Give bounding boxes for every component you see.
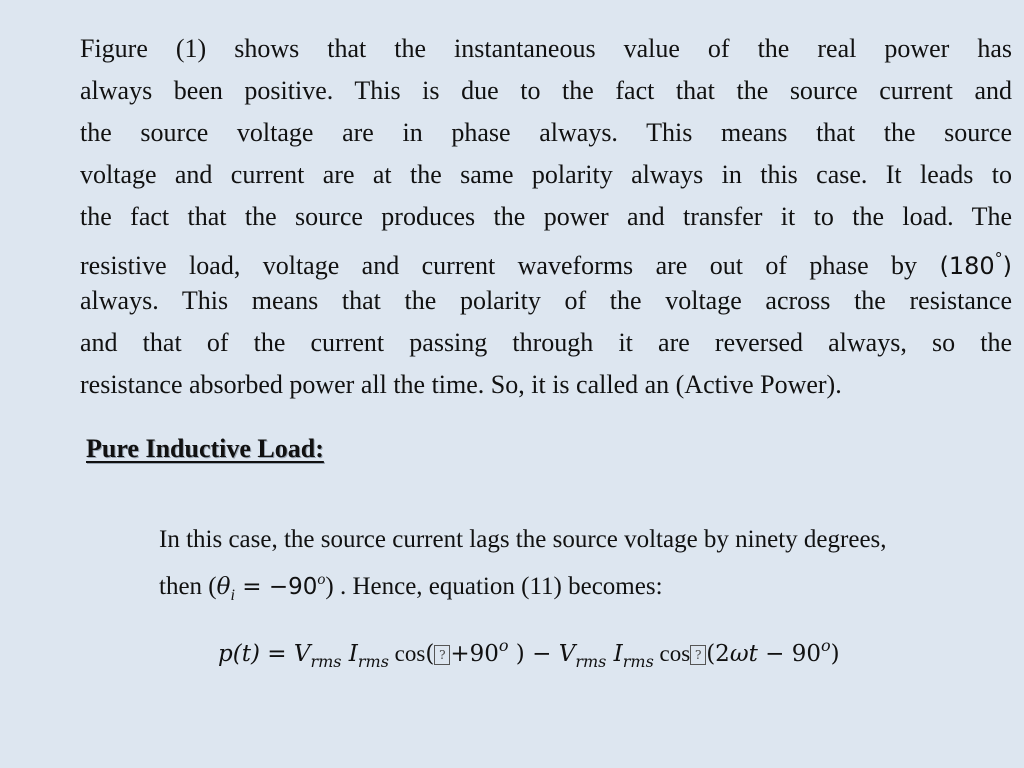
- missing-glyph-icon: ?: [690, 645, 706, 665]
- inductive-description: [159, 520, 1019, 604]
- paragraph-line: always been positive. This is due to the fact that the source current and: [80, 76, 1012, 105]
- phase-value: (180°): [939, 249, 1013, 280]
- paragraph-line: the fact that the source produces the power and transfer it to the load. The: [80, 202, 1012, 231]
- paragraph-line-phase: [80, 238, 1012, 280]
- theta-symbol: θ: [216, 574, 231, 600]
- paragraph-line: and that of the current passing through it are reversed always, so the: [80, 328, 1012, 357]
- inductive-line-1: In this case, the source current lags the source voltage by ninety degrees,: [159, 526, 887, 553]
- paragraph-line: resistance absorbed power all the time. So, it is called an (Active Power).: [80, 370, 842, 399]
- inductive-line-2: then $(\theta_i = -90^o)$ . Hence, equation (11) becomes:: [159, 571, 663, 604]
- paragraph-line: always. This means that the polarity of the voltage across the resistance: [80, 286, 1012, 315]
- missing-glyph-icon: ?: [434, 645, 450, 665]
- paragraph-line-text: resistive load, voltage and current waveforms are out of phase by: [80, 251, 918, 280]
- power-equation: $p(t) = V_{rms}$ $I_{rms}$ cos( ? $+90^o$ ) − $V_{rms}$ $I_{rms}$ cos ? $(2\omega t - 90^o)$: [218, 636, 840, 671]
- paragraph-line: Figure (1) shows that the instantaneous value of the real power has: [80, 34, 1012, 63]
- paragraph-line: voltage and current are at the same polarity always in this case. It leads to: [80, 160, 1012, 189]
- paragraph-line: the source voltage are in phase always. This means that the source: [80, 118, 1012, 147]
- section-heading: Pure Inductive Load:: [86, 434, 324, 463]
- body-paragraph: [80, 28, 1012, 406]
